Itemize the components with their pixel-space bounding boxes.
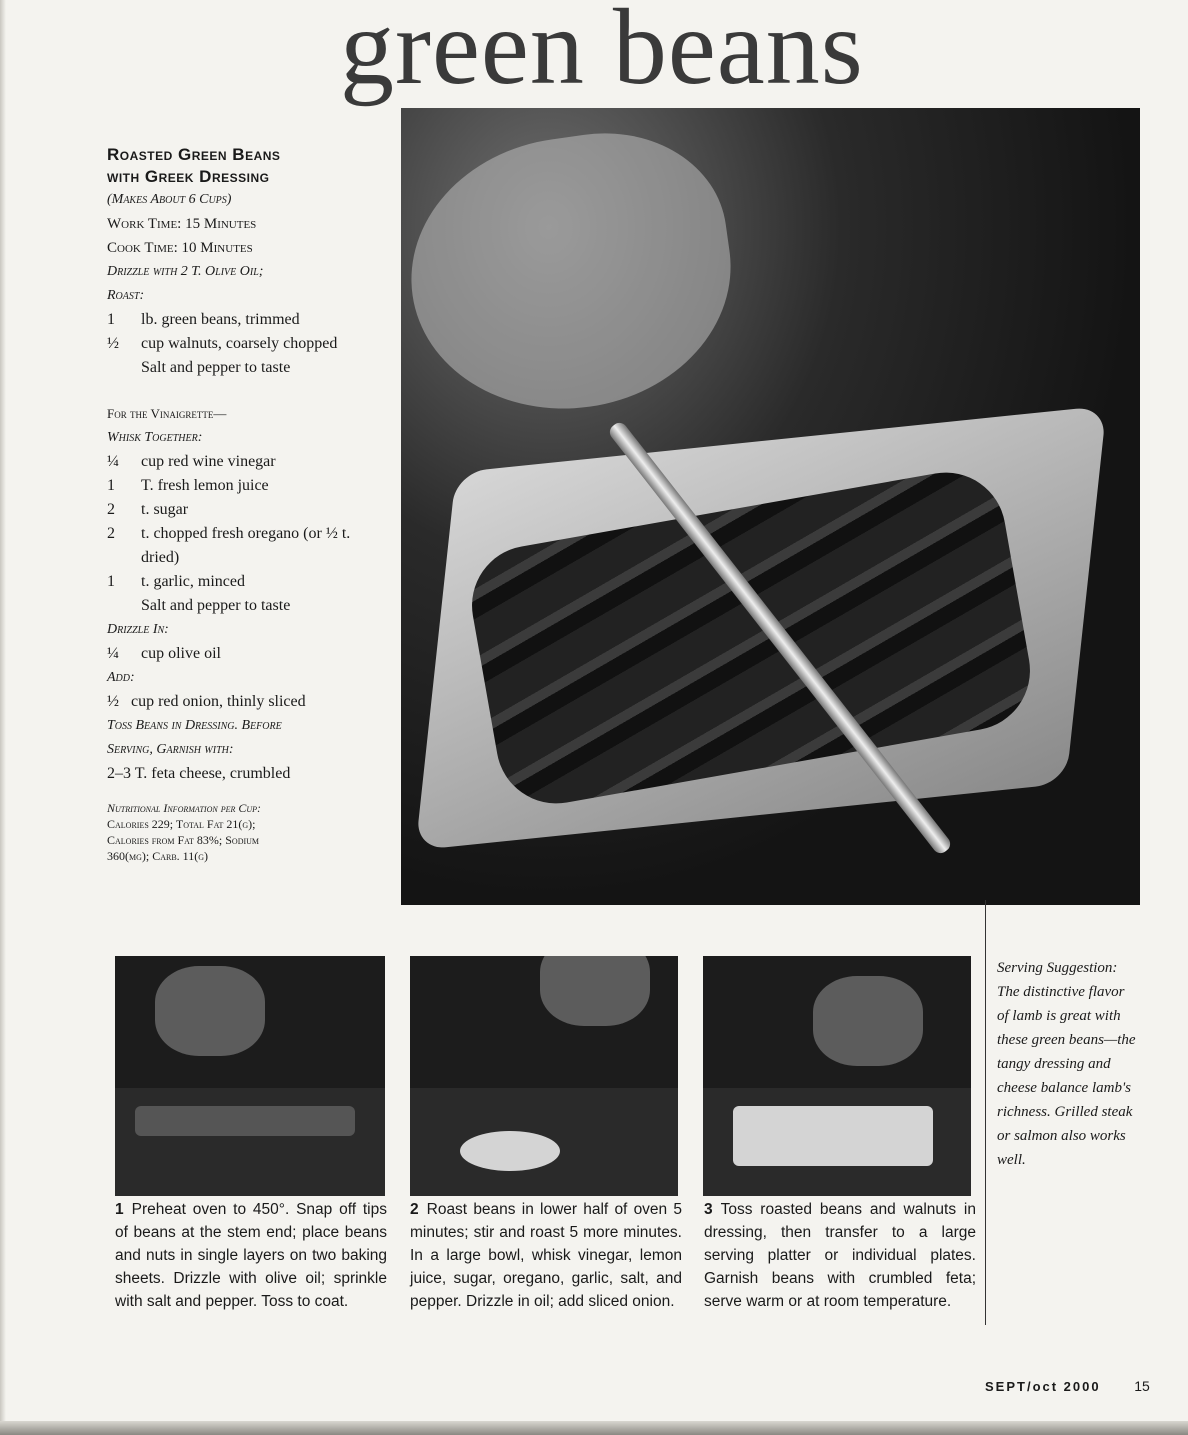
vinaigrette-item	[107, 594, 377, 618]
nutrition-heading: Nutritional Information per Cup:	[107, 801, 262, 815]
page-footer	[985, 1378, 1150, 1394]
add-item	[107, 690, 377, 714]
background-plate	[401, 117, 748, 429]
step-text: Toss roasted beans and walnuts in dressing, then transfer to a large serving platter or individual plates. Garnish beans with crumbled feta; serve warm or at room temperature.	[704, 1201, 976, 1310]
hand	[540, 956, 650, 1026]
ingredient-text: Salt and pepper to taste	[141, 359, 291, 376]
ingredient-text: cup walnuts, coarsely chopped	[141, 335, 338, 352]
ingredient-qty: ¼	[107, 453, 119, 470]
ingredient-text: Salt and pepper to taste	[141, 597, 291, 614]
ingredient-text: lb. green beans, trimmed	[141, 311, 300, 328]
vinaigrette-item	[107, 570, 377, 594]
issue-date: SEPT/oct 2000	[985, 1379, 1101, 1394]
column-divider	[985, 900, 986, 1325]
cook-time: Cook Time: 10 Minutes	[107, 240, 253, 256]
step-number: 2	[410, 1201, 419, 1218]
toss-instruction-line1: Toss Beans in Dressing. Before	[107, 718, 282, 733]
recipe-title-line1: Roasted Green Beans	[107, 145, 281, 164]
whisk-heading: Whisk Together:	[107, 430, 203, 445]
page-fold-shadow	[0, 0, 6, 1435]
roast-instruction-line1: Drizzle with 2 T. Olive Oil;	[107, 264, 264, 279]
serving-platter	[733, 1106, 933, 1166]
baking-sheet	[115, 1088, 385, 1196]
serving-suggestion: Serving Suggestion: The distinctive flavor of lamb is great with these green beans—the tangy dressing and cheese balance lamb's richness. Grilled steak or salmon also works well.	[997, 960, 1136, 1168]
garnish-item	[107, 762, 377, 786]
ingredient-item	[107, 332, 377, 356]
ingredient-text: cup red onion, thinly sliced	[131, 693, 306, 710]
roast-instruction-line2: Roast:	[107, 288, 145, 303]
nutrition-line: Calories 229; Total Fat 21(g);	[107, 817, 256, 831]
ingredient-qty: ½	[107, 693, 119, 710]
add-heading: Add:	[107, 670, 135, 685]
nutrition-line: Calories from Fat 83%; Sodium	[107, 833, 260, 847]
drizzle-heading: Drizzle In:	[107, 622, 169, 637]
step-photo-3	[703, 956, 971, 1196]
ingredient-qty: 1	[107, 311, 115, 328]
vinaigrette-item	[107, 450, 377, 474]
nutrition-line: 360(mg); Carb. 11(g)	[107, 849, 208, 863]
page-title: green beans	[340, 0, 864, 107]
hero-photo-green-beans	[401, 108, 1140, 905]
ingredient-qty: 1	[107, 573, 115, 590]
recipe-yield: (Makes About 6 Cups)	[107, 192, 232, 207]
step-number: 1	[115, 1201, 124, 1218]
vinaigrette-item	[107, 522, 377, 570]
vinaigrette-item	[107, 498, 377, 522]
ingredient-qty: 2	[107, 501, 115, 518]
recipe-title-line2: with Greek Dressing	[107, 167, 270, 186]
drizzle-item	[107, 642, 377, 666]
ingredient-text: cup red wine vinegar	[141, 453, 276, 470]
ingredient-text: 2–3 T. feta cheese, crumbled	[107, 765, 291, 782]
ingredient-qty: 1	[107, 477, 115, 494]
hand	[155, 966, 265, 1056]
ingredient-qty: ½	[107, 335, 119, 352]
page-number: 15	[1134, 1378, 1150, 1394]
ingredient-qty: ¼	[107, 645, 119, 662]
step-number: 3	[704, 1201, 713, 1218]
recipe-title	[107, 144, 377, 188]
hand	[813, 976, 923, 1066]
beans-on-sheet	[135, 1106, 355, 1136]
ingredient-qty: 2	[107, 525, 115, 542]
ingredient-text: T. fresh lemon juice	[141, 477, 269, 494]
step-photo-2	[410, 956, 678, 1196]
page-bottom-edge	[0, 1421, 1188, 1435]
step-photo-1	[115, 956, 385, 1196]
ingredient-item	[107, 308, 377, 332]
toss-instruction-line2: Serving, Garnish with:	[107, 742, 234, 757]
ingredient-text: t. chopped fresh oregano (or ½ t. dried)	[141, 525, 351, 566]
step-2	[410, 1198, 682, 1313]
ingredient-qty	[107, 594, 141, 618]
sliced-onion	[460, 1131, 560, 1171]
ingredient-qty	[107, 356, 141, 380]
step-text: Roast beans in lower half of oven 5 minutes; stir and roast 5 more minutes. In a large bowl, whisk vinegar, lemon juice, sugar, oregano, garlic, salt, and pepper. Drizzle in oil; add sliced onion.	[410, 1201, 682, 1310]
work-time: Work Time: 15 Minutes	[107, 216, 257, 232]
ingredient-item	[107, 356, 377, 380]
vinaigrette-item	[107, 474, 377, 498]
step-text: Preheat oven to 450°. Snap off tips of beans at the stem end; place beans and nuts in single layers on two baking sheets. Drizzle with olive oil; sprinkle with salt and pepper. Toss to coat.	[115, 1201, 387, 1310]
nutrition-info	[107, 800, 377, 864]
recipe-column	[107, 144, 377, 864]
ingredient-text: cup olive oil	[141, 645, 221, 662]
ingredient-text: t. sugar	[141, 501, 189, 518]
step-1	[115, 1198, 387, 1313]
step-3	[704, 1198, 976, 1313]
ingredient-text: t. garlic, minced	[141, 573, 245, 590]
vinaigrette-heading: For the Vinaigrette—	[107, 406, 227, 421]
